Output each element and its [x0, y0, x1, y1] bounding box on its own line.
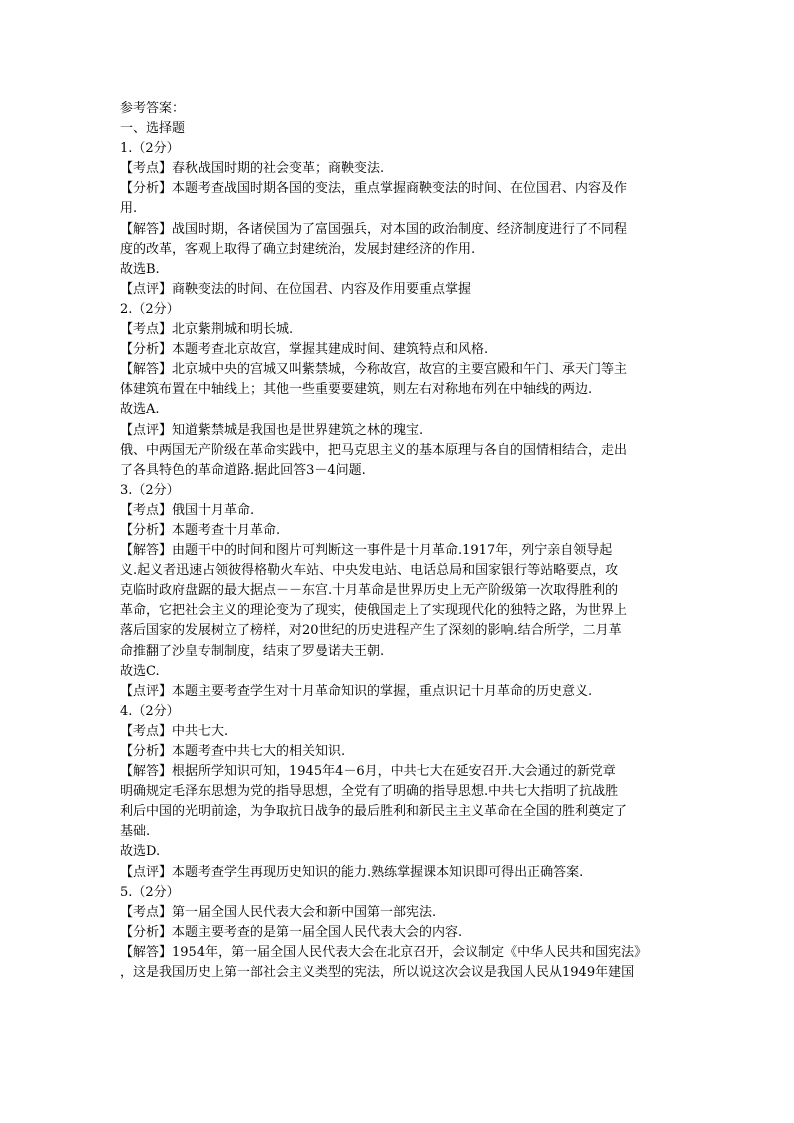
text-line: 【分析】本题主要考查的是第一届全国人民代表大会的内容.	[120, 924, 463, 940]
text-line: 1.（2分）	[120, 141, 180, 157]
text-line: 【点评】商鞅变法的时间、在位国君、内容及作用要重点掌握	[120, 281, 472, 297]
text-line: 基础.	[120, 824, 151, 840]
text-line: 【分析】本题考查北京故宫，掌握其建成时间、建筑特点和风格.	[120, 342, 489, 358]
text-line: 了各具特色的革命道路.据此回答3－4问题.	[120, 462, 366, 478]
text-line: 参考答案：	[120, 101, 186, 116]
text-line: 体建筑布置在中轴线上；其他一些重要要建筑，则左右对称地布列在中轴线的两边.	[120, 382, 593, 398]
text-line: 5.（2分）	[120, 884, 180, 900]
text-line: 落后国家的发展树立了榜样，对20世纪的历史进程产生了深刻的影响.结合所学，二月革	[120, 623, 622, 639]
text-line: 【分析】本题考查战国时期各国的变法，重点掌握商鞅变法的时间、在位国君、内容及作	[120, 181, 628, 197]
text-line: 【解答】根据所学知识可知，1945年4－6月，中共七大在延安召开.大会通过的新党章	[120, 764, 616, 780]
text-line: 克临时政府盘踞的最大据点－－东宫.十月革命是世界历史上无产阶级第一次取得胜利的	[120, 583, 619, 599]
text-line: 3.（2分）	[120, 482, 180, 498]
text-line: 【分析】本题考查十月革命.	[120, 522, 281, 538]
text-line: 【点评】知道紫禁城是我国也是世界建筑之林的瑰宝.	[120, 422, 424, 438]
answer-text-block	[120, 99, 680, 983]
text-line: 故选D.	[120, 844, 161, 860]
text-line: 【考点】中共七大.	[120, 723, 229, 739]
text-line: 【分析】本题考查中共七大的相关知识.	[120, 744, 346, 759]
text-line: 【解答】战国时期，各诸侯国为了富国强兵，对本国的政治制度、经济制度进行了不同程	[120, 221, 628, 237]
text-line: 义.起义者迅速占领彼得格勒火车站、中央发电站、电话总局和国家银行等站略要点，攻	[120, 563, 619, 579]
text-line: 俄、中两国无产阶级在革命实践中，把马克思主义的基本原理与各自的国情相结合，走出	[120, 442, 628, 458]
text-line: ，这是我国历史上第一部社会主义类型的宪法，所以说这次会议是我国人民从1949年建国	[120, 965, 635, 981]
text-line: 【考点】北京紫荆城和明长城.	[120, 322, 294, 338]
text-line: 【点评】本题考查学生再现历史知识的能力.熟练掌握课本知识即可得出正确答案.	[120, 864, 584, 880]
text-line: 【解答】由题干中的时间和图片可判断这一事件是十月革命.1917年，列宁亲自领导起	[120, 543, 613, 559]
text-line: 【解答】北京城中央的宫城又叫紫禁城，今称故宫，故宫的主要宫殿和午门、承天门等主	[120, 362, 628, 378]
text-line: 革命，它把社会主义的理论变为了现实，使俄国走上了实现现代化的独特之路，为世界上	[120, 603, 628, 619]
text-line: 故选A.	[120, 402, 160, 418]
text-line: 一、选择题	[120, 121, 186, 137]
text-line: 4.（2分）	[120, 703, 180, 719]
text-line: 2.（2分）	[120, 301, 180, 317]
text-line: 【解答】1954年，第一届全国人民代表大会在北京召开，会议制定《中华人民共和国宪法》	[120, 944, 648, 960]
text-line: 故选C.	[120, 663, 160, 679]
text-line: 【考点】第一届全国人民代表大会和新中国第一部宪法.	[120, 904, 437, 920]
text-line: 明确规定毛泽东思想为党的指导思想，全党有了明确的指导思想.中共七大指明了抗战胜	[120, 784, 619, 800]
text-line: 用.	[120, 201, 138, 217]
text-line: 利后中国的光明前途，为争取抗日战争的最后胜利和新民主主义革命在全国的胜利奠定了	[120, 804, 628, 820]
text-line: 【考点】俄国十月革命.	[120, 502, 255, 518]
text-line: 故选B.	[120, 261, 160, 277]
text-line: 【点评】本题主要考查学生对十月革命知识的掌握，重点识记十月革命的历史意义.	[120, 683, 593, 699]
text-line: 【考点】春秋战国时期的社会变革；商鞅变法.	[120, 161, 385, 177]
text-line: 命推翻了沙皇专制制度，结束了罗曼诺夫王朝.	[120, 643, 385, 659]
text-line: 度的改革，客观上取得了确立封建统治，发展封建经济的作用.	[120, 241, 476, 257]
